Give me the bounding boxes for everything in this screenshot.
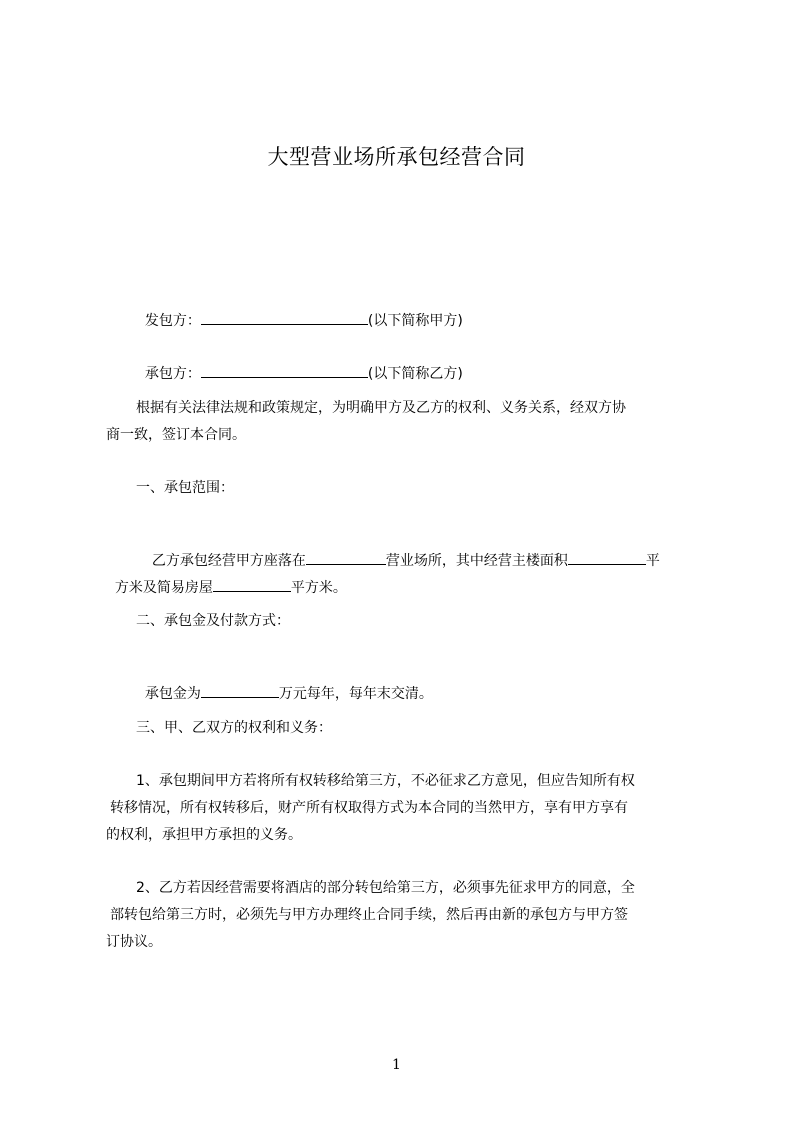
party-a-line: [136, 291, 736, 331]
clause-2-line-2: 部转包给第三方时，必须先与甲方办理终止合同手续，然后再由新的承包方与甲方签: [110, 907, 628, 923]
section-1-text-c: 平: [645, 553, 660, 569]
party-b-line: [136, 344, 736, 384]
section-2-text-a: 承包金为: [144, 686, 201, 702]
party-a-note: (以下简称甲方): [367, 313, 463, 329]
section-3-heading: 三、甲、乙双方的权利和义务：: [136, 720, 332, 736]
clause-2-line-1: 2、乙方若因经营需要将酒店的部分转包给第三方，必须事先征求甲方的同意，全: [136, 880, 635, 896]
party-b-blank: [201, 364, 368, 378]
document-title: 大型营业场所承包经营合同: [267, 145, 526, 169]
clause-1-line-3: 的权利，承担甲方承担的义务。: [106, 827, 302, 843]
party-a-blank: [201, 311, 368, 325]
preamble-line-2: 商一致，签订本合同。: [106, 427, 246, 443]
section-1-text-b: 营业场所，其中经营主楼面积: [385, 553, 568, 569]
party-b-note: (以下简称乙方): [367, 366, 463, 382]
contract-fee-blank: [201, 684, 279, 698]
clause-1-line-2: 转移情况，所有权转移后，财产所有权取得方式为本合同的当然甲方，享有甲方享有: [110, 800, 628, 816]
clause-2-line-3: 订协议。: [106, 934, 162, 950]
section-1-heading: 一、承包范围：: [136, 480, 234, 496]
section-2-text-b: 万元每年，每年末交清。: [278, 686, 433, 702]
section-1-text-a: 乙方承包经营甲方座落在: [151, 553, 306, 569]
section-1-line-2: [106, 558, 706, 598]
preamble-line-1: 根据有关法律法规和政策规定，为明确甲方及乙方的权利、义务关系，经双方协: [136, 400, 626, 416]
section-2-line: [136, 664, 736, 704]
simple-housing-area-blank: [213, 578, 291, 592]
clause-1-line-1: 1、承包期间甲方若将所有权转移给第三方，不必征求乙方意见，但应告知所有权: [136, 773, 635, 789]
section-1-text-e: 平方米。: [290, 580, 347, 596]
page-number: 1: [392, 1057, 401, 1073]
section-2-heading: 二、承包金及付款方式：: [136, 613, 290, 629]
section-1-text-d: 方米及简易房屋: [114, 580, 213, 596]
party-a-label: 发包方：: [144, 313, 201, 329]
party-b-label: 承包方：: [144, 366, 201, 382]
